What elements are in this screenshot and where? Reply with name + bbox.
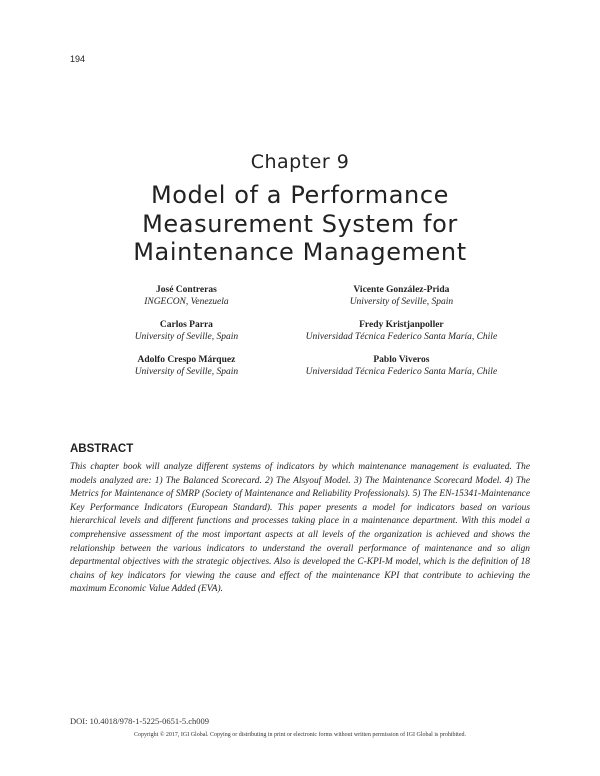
page-number: 194 [70, 54, 86, 64]
author-block [90, 354, 283, 378]
author-block [90, 319, 283, 343]
author-affiliation: Universidad Técnica Federico Santa María, Chile [305, 332, 498, 342]
author-block [90, 284, 283, 308]
chapter-title-line: Model of a Performance [150, 181, 450, 209]
author-affiliation: University of Seville, Spain [134, 367, 239, 377]
author-name: Fredy Kristjanpoller [359, 320, 444, 330]
author-affiliation: University of Seville, Spain [349, 297, 454, 307]
author-block [283, 284, 520, 308]
chapter-label: Chapter 9 [250, 151, 350, 173]
author-name: Vicente González-Prida [353, 285, 450, 295]
doi-text: DOI: 10.4018/978-1-5225-0651-5.ch009 [70, 716, 210, 726]
abstract-body: This chapter book will analyze different systems of indicators by which maintenance management is evaluated. The models analyzed are: 1) The Balanced Scorecard. 2) The Alsyouf Model. 3) The Maintenance Scorecard Model. 4) The Metrics for Maintenance of SMRP (Society of Maintenance and Reliability Professionals). 5) The EN-15341-Maintenance Key Performance Indicators (European Standard). This paper presents a model for indicators based on various hierarchical levels and different functions and processes taking place in a maintenance department. With this model a comprehensive assessment of the most important aspects at all levels of the organization is achieved and shows the relationship between the various indicators to understand the overall performance of maintenance and so align departmental objectives with the strategic objectives. Also is developed the C-KPI-M model, which is the definition of 18 chains of key indicators for viewing the cause and effect of the maintenance KPI that contribute to achieving the maximum Economic Value Added (EVA). [70, 462, 530, 595]
chapter-title [0, 181, 600, 267]
author-name: José Contreras [156, 285, 217, 295]
author-name: Pablo Viveros [373, 355, 430, 365]
author-name: Carlos Parra [159, 320, 213, 330]
author-list [90, 284, 520, 378]
author-affiliation: University of Seville, Spain [134, 332, 239, 342]
abstract-heading: ABSTRACT [70, 443, 134, 455]
copyright-notice: Copyright © 2017, IGI Global. Copying or distributing in print or electronic forms without written permission of IGI Global is prohibited. [133, 732, 466, 738]
author-name: Adolfo Crespo Márquez [137, 355, 236, 365]
chapter-title-line: Maintenance Management [133, 238, 467, 266]
author-block [283, 319, 520, 343]
author-affiliation: INGECON, Venezuela [144, 297, 229, 307]
author-affiliation: Universidad Técnica Federico Santa María, Chile [305, 367, 498, 377]
author-block [283, 354, 520, 378]
chapter-title-line: Measurement System for [142, 209, 458, 238]
